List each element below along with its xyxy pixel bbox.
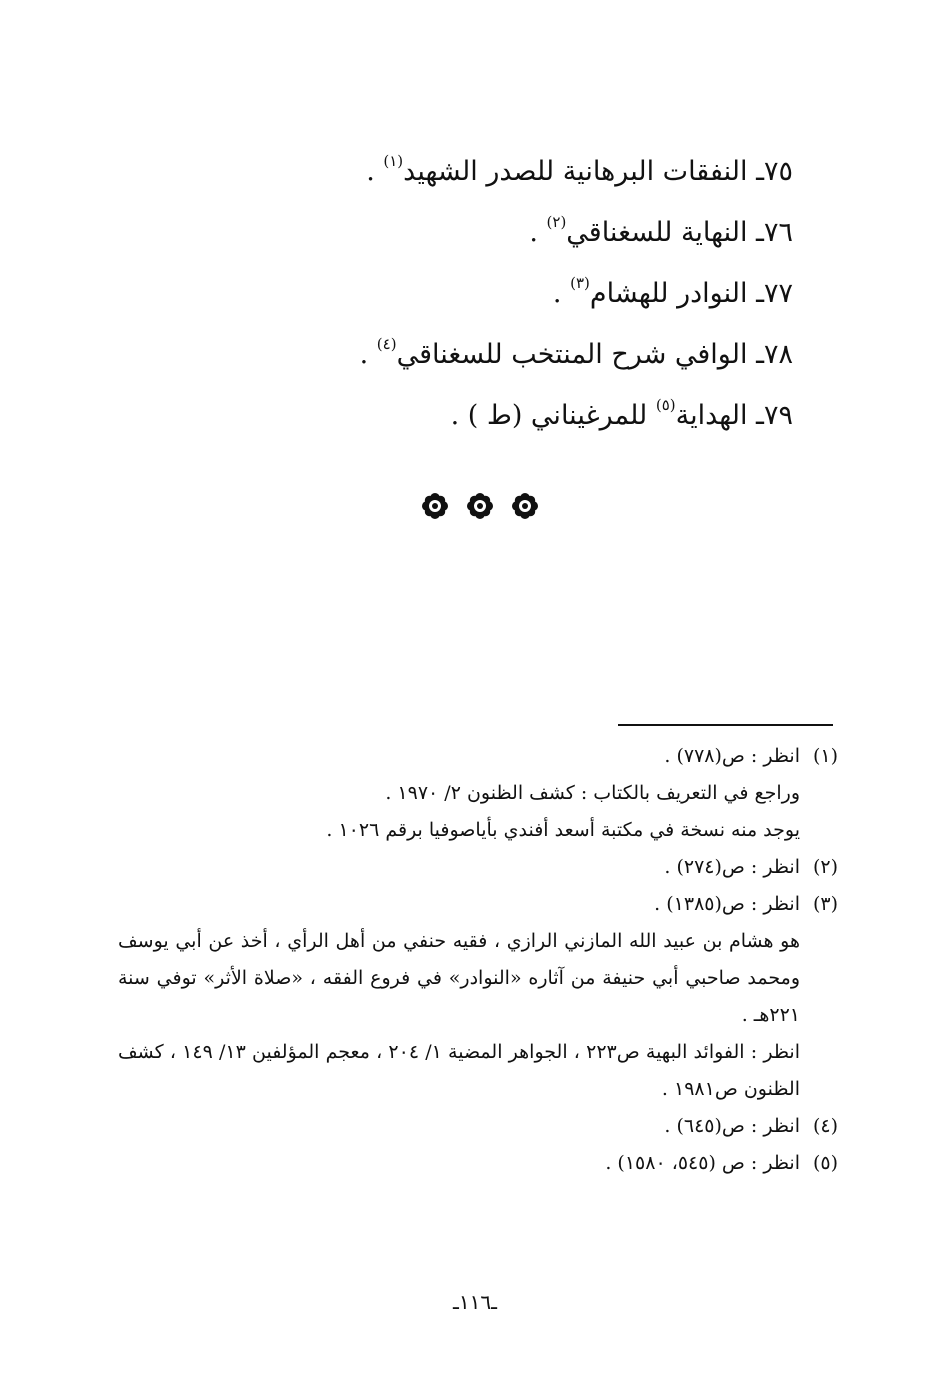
footnote-4 (118, 1108, 838, 1145)
flower-ornament-icon (510, 491, 540, 521)
list-item (153, 201, 793, 262)
footnote-text: انظر : ص (٥٤٥، ١٥٨٠) . (605, 1152, 800, 1174)
entry-title: ٧٦ـ النهاية للسغناقي (566, 217, 793, 248)
footnote-ref: (٢) (546, 213, 567, 231)
entry-tail: . (359, 339, 377, 370)
footnote-text: انظر : ص(١٣٨٥) . (654, 893, 800, 915)
footnote-sources: انظر : الفوائد البهية ص٢٢٣ ، الجواهر المضية ١/ ٢٠٤ ، معجم المؤلفين ١٣/ ١٤٩ ، كشف الظنون ص١٩٨١ . (118, 1041, 800, 1100)
footnote-text: يوجد منه نسخة في مكتبة أسعد أفندي بأياصوفيا برقم ١٠٢٦ . (326, 819, 800, 841)
entry-tail: للمرغيناني (ط ) . (450, 400, 656, 431)
book-list (153, 140, 793, 445)
footnote-number: (٢) (812, 856, 838, 878)
footnote-number: (٤) (812, 1115, 838, 1137)
footnote-ref: (٣) (570, 274, 590, 292)
footnote-separator (618, 724, 833, 726)
list-item (153, 140, 793, 201)
footnotes (118, 738, 838, 1182)
footnote-number: (٥) (812, 1152, 838, 1174)
entry-title: ٧٨ـ الوافي شرح المنتخب للسغناقي (396, 339, 793, 370)
list-item (153, 384, 793, 445)
footnote-1 (118, 738, 838, 775)
footnote-number: (٣) (812, 893, 838, 915)
footnote-text: وراجع في التعريف بالكتاب : كشف الظنون ٢/ ١٩٧٠ . (385, 782, 800, 804)
entry-title: ٧٥ـ النفقات البرهانية للصدر الشهيد (403, 156, 793, 187)
footnote-text: انظر : ص(٧٧٨) . (664, 745, 800, 767)
entry-tail: . (552, 278, 571, 309)
footnote-5 (118, 1145, 838, 1182)
list-item (153, 323, 793, 384)
footnote-ref: (١) (383, 152, 404, 170)
list-item (153, 262, 793, 323)
page-number: ـ١١٦ـ (453, 1290, 497, 1314)
footnote-ref: (٤) (376, 335, 397, 353)
footnote-text: انظر : ص(٦٤٥) . (664, 1115, 800, 1137)
entry-tail: . (529, 217, 547, 248)
entry-tail: . (366, 156, 384, 187)
footnote-text: انظر : ص(٢٧٤) . (664, 856, 800, 878)
entry-title: ٧٩ـ الهداية (675, 400, 793, 431)
footnote-biography: هو هشام بن عبيد الله المازني الرازي ، فقيه حنفي من أهل الرأي ، أخذ عن أبي يوسف ومحمد صاحبي أبي حنيفة من آثاره «النوادر» في فروع الفقه ، «صلاة الأثر» توفي سنة ٢٢١هـ . (118, 930, 800, 1026)
flower-ornament-icon (465, 491, 495, 521)
footnote-3 (118, 886, 838, 923)
entry-title: ٧٧ـ النوادر للهشام (589, 278, 793, 309)
footnote-2 (118, 849, 838, 886)
footnote-ref: (٥) (655, 396, 676, 414)
footnote-number: (١) (812, 745, 838, 767)
section-divider (420, 490, 540, 522)
flower-ornament-icon (420, 491, 450, 521)
